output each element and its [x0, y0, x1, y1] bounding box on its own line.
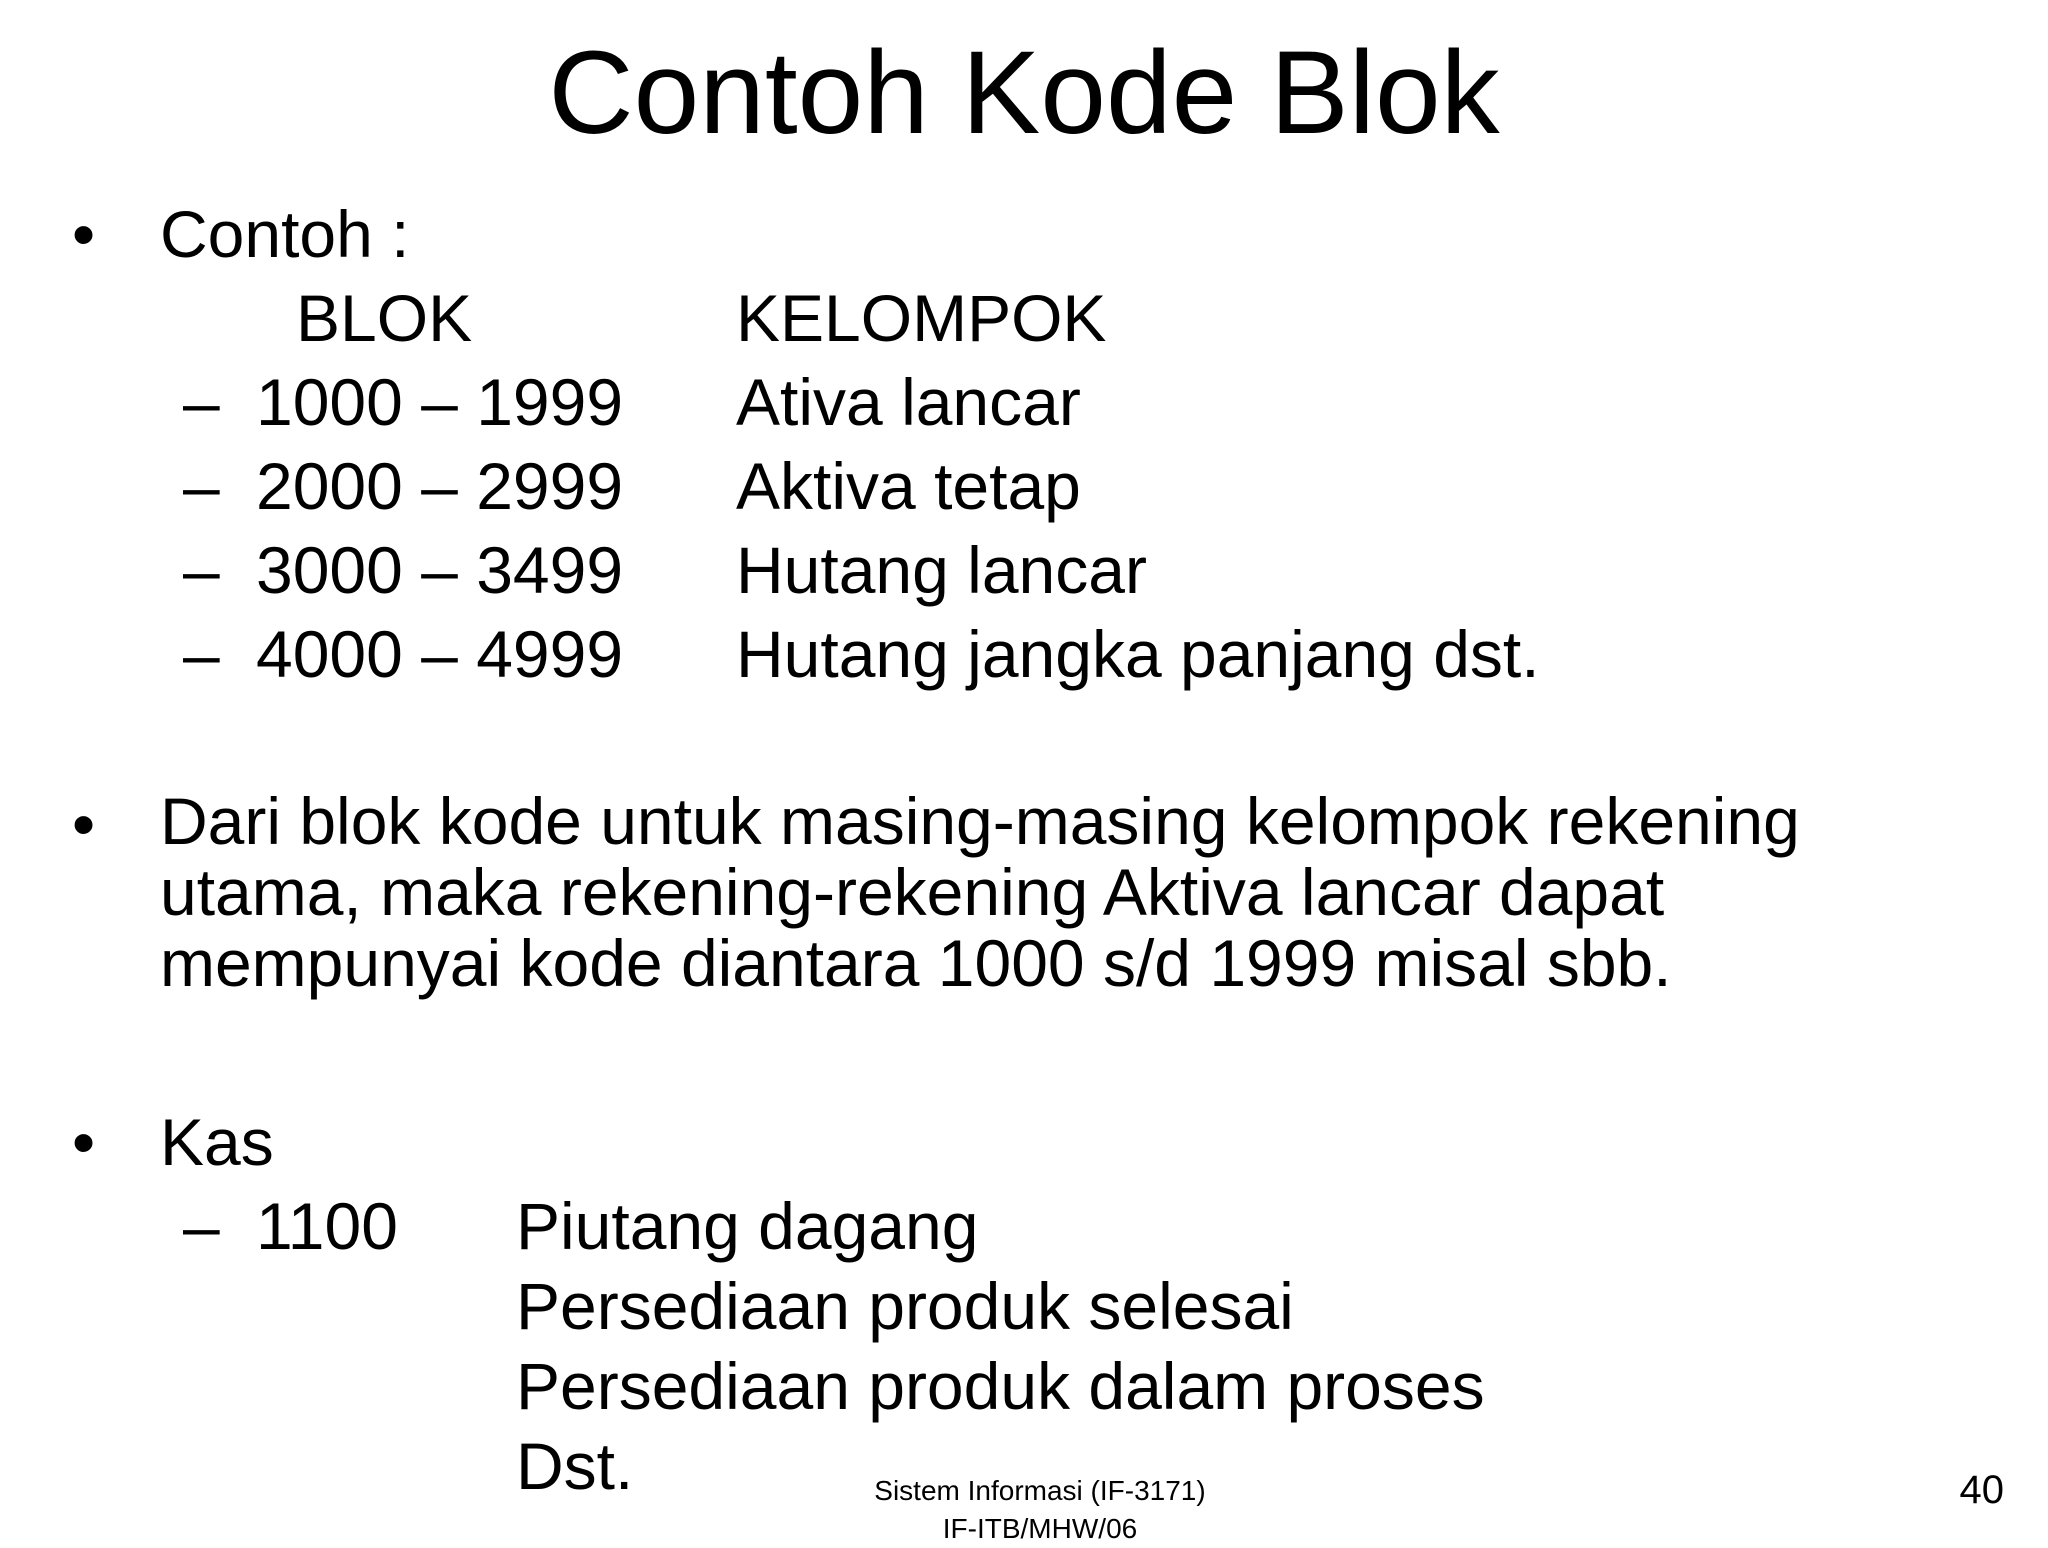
- block-range: 4000 – 4999: [256, 617, 624, 691]
- bullet-marker: •: [72, 787, 96, 861]
- paragraph-line: Dari blok kode untuk masing-masing kelompok rekening: [160, 784, 1800, 858]
- dash-marker: –: [183, 533, 220, 607]
- account-code: 1100: [256, 1189, 398, 1263]
- page-number: 40: [1959, 1468, 2004, 1512]
- dash-marker: –: [183, 1189, 220, 1263]
- bullet-marker: •: [72, 197, 96, 271]
- block-range: 1000 – 1999: [256, 365, 624, 439]
- account-item: Persediaan produk selesai: [516, 1269, 1294, 1343]
- block-group: Ativa lancar: [736, 365, 1081, 439]
- slide-footer: [0, 1472, 2048, 1548]
- account-item: Dst.: [516, 1429, 634, 1503]
- footer-course: Sistem Informasi (IF-3171): [874, 1475, 1206, 1506]
- block-range: 3000 – 3499: [256, 533, 624, 607]
- dash-marker: –: [183, 449, 220, 523]
- block-group: Hutang lancar: [736, 533, 1147, 607]
- paragraph-line: mempunyai kode diantara 1000 s/d 1999 misal sbb.: [160, 926, 1672, 1000]
- block-group: Hutang jangka panjang dst.: [736, 617, 1540, 691]
- account-item: Persediaan produk dalam proses: [516, 1349, 1485, 1423]
- footer-author: IF-ITB/MHW/06: [942, 1513, 1138, 1544]
- bullet-3-label: Kas: [160, 1105, 274, 1179]
- column-header-kelompok: KELOMPOK: [736, 281, 1107, 355]
- block-range: 2000 – 2999: [256, 449, 624, 523]
- dash-marker: –: [183, 617, 220, 691]
- bullet-marker: •: [72, 1105, 96, 1179]
- block-group: Aktiva tetap: [736, 449, 1081, 523]
- account-item: Piutang dagang: [516, 1189, 979, 1263]
- slide-title: Contoh Kode Blok: [548, 27, 1500, 159]
- bullet-1-label: Contoh :: [160, 197, 410, 271]
- column-header-blok: BLOK: [296, 281, 473, 355]
- dash-marker: –: [183, 365, 220, 439]
- paragraph-line: utama, maka rekening-rekening Aktiva lancar dapat: [160, 855, 1665, 929]
